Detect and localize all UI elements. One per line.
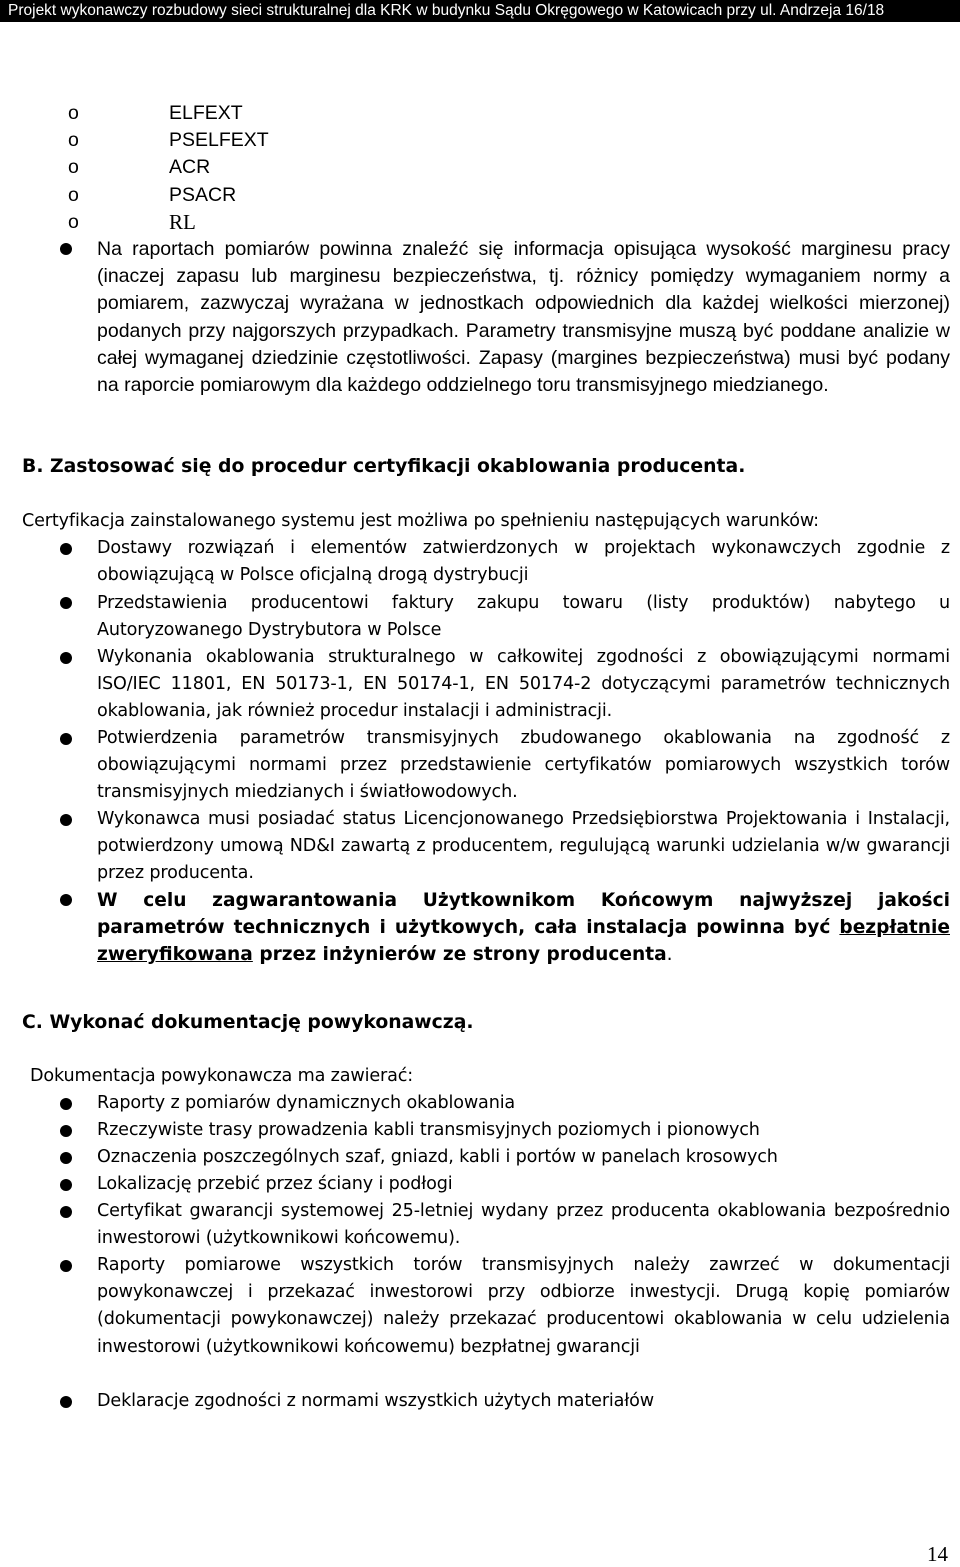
- bullet-icon: [60, 1152, 72, 1164]
- underlined-emphasis: bezpłatnie zweryfikowana: [97, 917, 950, 966]
- bullet-icon: [60, 243, 72, 255]
- section-b-heading: B. Zastosować się do procedur certyfikacji okablowania producenta.: [22, 456, 746, 477]
- list-item: Certyfikat gwarancji systemowej 25-letniej wydany przez producenta okablowania bezpośrednio inwestorowi (użytkownikowi końcowemu).: [97, 1201, 950, 1249]
- list-item: Wykonawca musi posiadać status Licencjonowanego Przedsiębiorstwa Projektowania i Instalacji, potwierdzony umową ND&I zawartą z producentem, regulującą warunki udzielania w/w gwarancji przez producenta.: [97, 809, 950, 884]
- circle-bullet-icon: o: [68, 129, 79, 152]
- page-number: 14: [927, 1542, 948, 1566]
- section-c-intro: Dokumentacja powykonawcza ma zawierać:: [30, 1066, 414, 1086]
- measurement-parameter-list: [68, 100, 269, 236]
- list-item: Rzeczywiste trasy prowadzenia kabli transmisyjnych poziomych i pionowych: [97, 1120, 760, 1140]
- producer-verification-item: W celu zagwarantowania Użytkownikom Końcowym najwyższej jakości parametrów technicznych i użytkowych, cała instalacja powinna być bezpłatnie zweryfikowana przez inżynierów ze strony producenta.: [97, 890, 950, 966]
- list-item: Lokalizację przebić przez ściany i podłogi: [97, 1174, 453, 1194]
- bullet-icon: [60, 894, 72, 906]
- bullet-icon: [60, 1179, 72, 1191]
- bullet-icon: [60, 1098, 72, 1110]
- running-header: Projekt wykonawczy rozbudowy sieci strukturalnej dla KRK w budynku Sądu Okręgowego w Katowicach przy ul. Andrzeja 16/18: [0, 0, 960, 22]
- list-item: Raporty pomiarowe wszystkich torów transmisyjnych należy zawrzeć w dokumentacji powykonawczej i przekazać inwestorowi przy odbiorze inwestycji. Drugą kopię pomiarów (dokumentacji powykonawczej) należy przekazać producentowi okablowania w celu udzielenia inwestorowi (użytkownikowi końcowemu) bezpłatnej gwarancji: [97, 1255, 950, 1357]
- bullet-icon: [60, 543, 72, 555]
- list-item: Oznaczenia poszczególnych szaf, gniazd, kabli i portów w panelach krosowych: [97, 1147, 778, 1167]
- circle-bullet-icon: o: [68, 102, 79, 124]
- bullet-icon: [60, 652, 72, 664]
- list-item: o RL: [68, 209, 269, 236]
- bullet-icon: [60, 1260, 72, 1272]
- circle-bullet-icon: o: [68, 183, 79, 206]
- bullet-icon: [60, 1206, 72, 1218]
- bullet-icon: [60, 597, 72, 609]
- list-item: Deklaracje zgodności z normami wszystkich użytych materiałów: [97, 1391, 654, 1411]
- list-item: o PSACR: [68, 182, 269, 209]
- list-item: o ELFEXT: [68, 100, 269, 127]
- bullet-icon: [60, 814, 72, 826]
- list-item: Potwierdzenia parametrów transmisyjnych zbudowanego okablowania na zgodność z obowiązującymi normami przez przedstawienie certyfikatów pomiarowych wszystkich torów transmisyjnych miedzianych i światłowodowych.: [97, 728, 950, 803]
- bullet-icon: [60, 1125, 72, 1137]
- bullet-icon: [60, 733, 72, 745]
- list-item: Dostawy rozwiązań i elementów zatwierdzonych w projektach wykonawczych zgodnie z obowiązującą w Polsce oficjalną drogą dystrybucji: [97, 538, 950, 586]
- list-item: Wykonania okablowania strukturalnego w całkowitej zgodności z obowiązującymi normami ISO/IEC 11801, EN 50173-1, EN 50174-1, EN 50174-2 dotyczącymi parametrów technicznych okablowania, jak również procedur instalacji i administracji.: [97, 647, 950, 722]
- margin-report-paragraph: Na raportach pomiarów powinna znaleźć się informacja opisująca wysokość marginesu pracy (inaczej zapasu lub marginesu bezpieczeństwa, tj. różnicy pomiędzy wymaganiem normy a pomiarem, zazwyczaj wyrażana w jednostkach odpowiednich dla każdej wielkości mierzonej) podanych przy najgorszych przypadkach. Parametry transmisyjne muszą być poddane analizie w całej wymaganej dziedzinie częstotliwości. Zapasy (margines bezpieczeństwa) musi być podany na raporcie pomiarowym dla każdego oddzielnego toru transmisyjnego miedzianego.: [97, 238, 950, 397]
- section-b-intro: Certyfikacja zainstalowanego systemu jest możliwa po spełnieniu następujących warunków:: [22, 511, 819, 531]
- section-c-heading: C. Wykonać dokumentację powykonawczą.: [22, 1012, 474, 1033]
- circle-bullet-icon: o: [68, 156, 79, 179]
- list-item: Przedstawienia producentowi faktury zakupu towaru (listy produktów) nabytego u Autoryzowanego Dystrybutora w Polsce: [97, 593, 950, 641]
- list-item: o PSELFEXT: [68, 127, 269, 154]
- circle-bullet-icon: o: [68, 210, 79, 233]
- list-item: Raporty z pomiarów dynamicznych okablowania: [97, 1093, 516, 1113]
- bullet-icon: [60, 1396, 72, 1408]
- list-item: o ACR: [68, 154, 269, 181]
